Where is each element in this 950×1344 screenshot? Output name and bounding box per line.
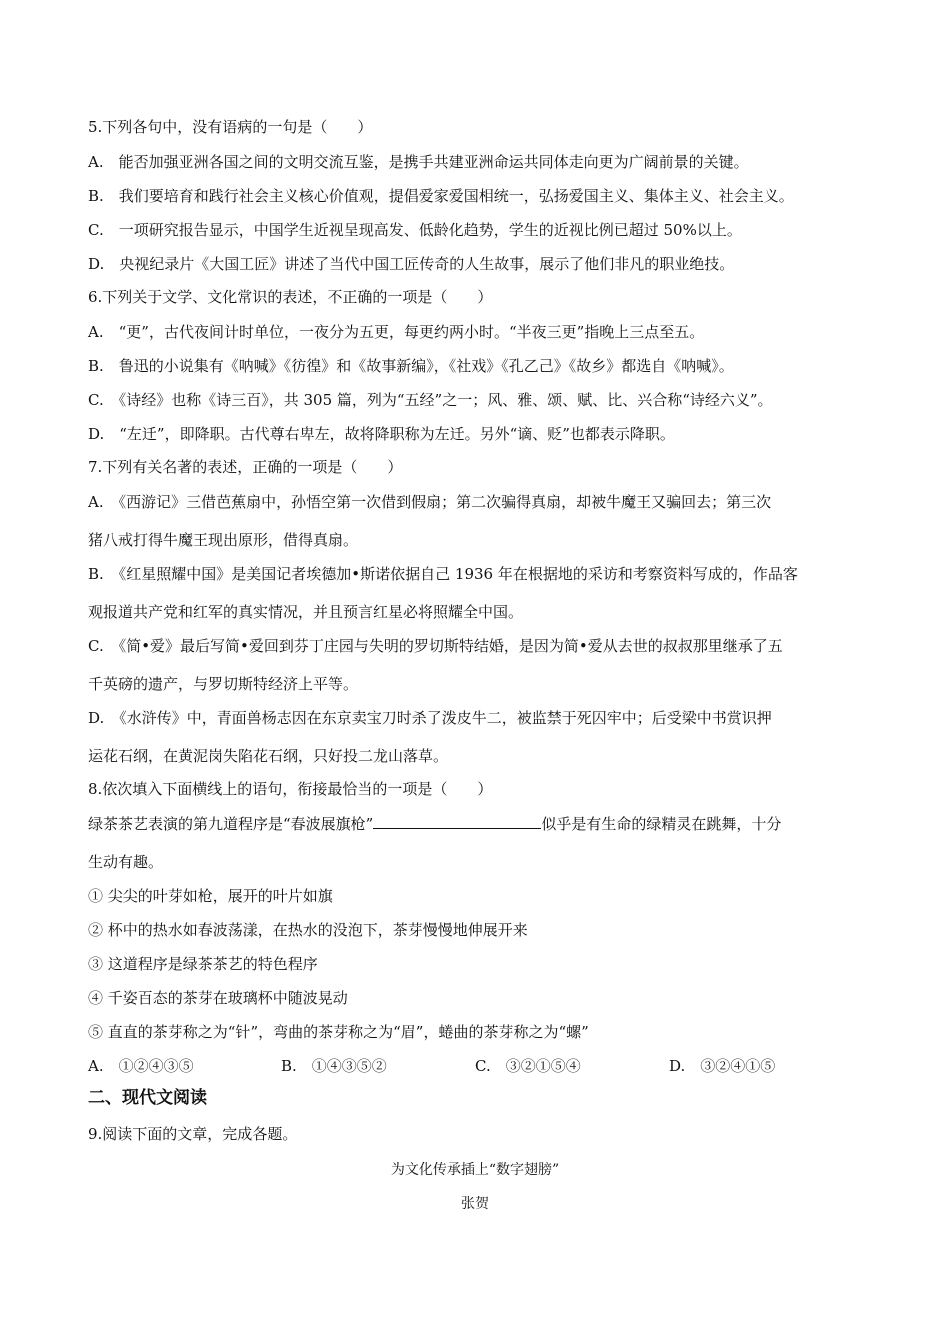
q8-option-b: B. ①④③⑤② [281,1057,387,1075]
q7-stem: 7.下列有关名著的表述，正确的一项是（ ） [88,458,403,476]
q8-blank [373,814,541,829]
q8-sentence-4: ④ 千姿百态的茶芽在玻璃杯中随波晃动 [88,989,348,1007]
q7-option-b-line2: 观报道共产党和红军的真实情况，并且预言红星必将照耀全中国。 [88,603,524,621]
section-heading: 二、现代文阅读 [88,1088,207,1108]
q7-option-c-line1: C. 《简•爱》最后写简•爱回到芬丁庄园与失明的罗切斯特结婚，是因为简•爱从去世的叔叔那里继承了五 [88,637,783,655]
article-author: 张贺 [461,1196,489,1212]
q8-sentence-2: ② 杯中的热水如春波荡漾，在热水的没泡下，茶芽慢慢地伸展开来 [88,921,528,939]
q7-option-d-line1: D. 《水浒传》中，青面兽杨志因在东京卖宝刀时杀了泼皮牛二，被监禁于死囚牢中；后受梁中书赏识押 [88,709,772,727]
q5-option-a: A. 能否加强亚洲各国之间的文明交流互鉴，是携手共建亚洲命运共同体走向更为广阔前景的关键。 [88,153,749,171]
q8-sentence-1: ① 尖尖的叶芽如枪，展开的叶片如旗 [88,887,333,905]
q9-stem: 9.阅读下面的文章，完成各题。 [88,1125,298,1143]
q8-option-d: D. ③②④①⑤ [669,1057,776,1075]
q7-option-b-line1: B. 《红星照耀中国》是美国记者埃德加•斯诺依据自己 1936 年在根据地的采访和考察资料写成的，作品客 [88,565,798,583]
q8-sentence-3: ③ 这道程序是绿茶茶艺的特色程序 [88,955,318,973]
q7-option-a-line1: A. 《西游记》三借芭蕉扇中，孙悟空第一次借到假扇；第二次骗得真扇，却被牛魔王又骗回去；第三次 [88,493,772,511]
q5-option-d: D. 央视纪录片《大国工匠》讲述了当代中国工匠传奇的人生故事，展示了他们非凡的职业绝技。 [88,255,735,273]
q7-option-d-line2: 运花石纲，在黄泥岗失陷花石纲，只好投二龙山落草。 [88,747,449,765]
q8-sentence-5: ⑤ 直直的茶芽称之为“针”，弯曲的茶芽称之为“眉”，蜷曲的茶芽称之为“螺” [88,1023,589,1041]
q8-text-before: 绿茶茶艺表演的第九道程序是“春波展旗枪” [88,815,374,833]
q8-passage-line2: 生动有趣。 [88,853,164,871]
article-title: 为文化传承插上“数字翅膀” [390,1162,560,1178]
q8-stem: 8.依次填入下面横线上的语句，衔接最恰当的一项是（ ） [88,780,493,798]
q8-passage-line1 [88,814,781,834]
q5-option-c: C. 一项研究报告显示，中国学生近视呈现高发、低龄化趋势，学生的近视比例已超过 50%以上。 [88,221,742,239]
q6-option-b: B. 鲁迅的小说集有《呐喊》《彷徨》和《故事新编》，《社戏》《孔乙己》《故乡》都选自《呐喊》。 [88,357,734,375]
q8-option-a: A. ①②④③⑤ [88,1057,194,1075]
q6-stem: 6.下列关于文学、文化常识的表述，不正确的一项是（ ） [88,288,493,306]
q7-option-a-line2: 猪八戒打得牛魔王现出原形，借得真扇。 [88,531,359,549]
q8-text-after: 似乎是有生命的绿精灵在跳舞，十分 [541,815,782,833]
q8-option-c: C. ③②①⑤④ [475,1057,581,1075]
q7-option-c-line2: 千英磅的遗产，与罗切斯特经济上平等。 [88,675,359,693]
q6-option-d: D. “左迁”，即降职。古代尊右卑左，故将降职称为左迁。另外“谪、贬”也都表示降职。 [88,425,675,443]
q6-option-c: C. 《诗经》也称《诗三百》，共 305 篇，列为“五经”之一；风、雅、颂、赋、比、兴合称“诗经六义”。 [88,391,773,409]
q5-option-b: B. 我们要培育和践行社会主义核心价值观，提倡爱家爱国相统一，弘扬爱国主义、集体主义、社会主义。 [88,187,794,205]
q5-stem: 5.下列各句中，没有语病的一句是（ ） [88,118,373,136]
q6-option-a: A. “更”，古代夜间计时单位，一夜分为五更，每更约两小时。“半夜三更”指晚上三点至五。 [88,323,705,341]
